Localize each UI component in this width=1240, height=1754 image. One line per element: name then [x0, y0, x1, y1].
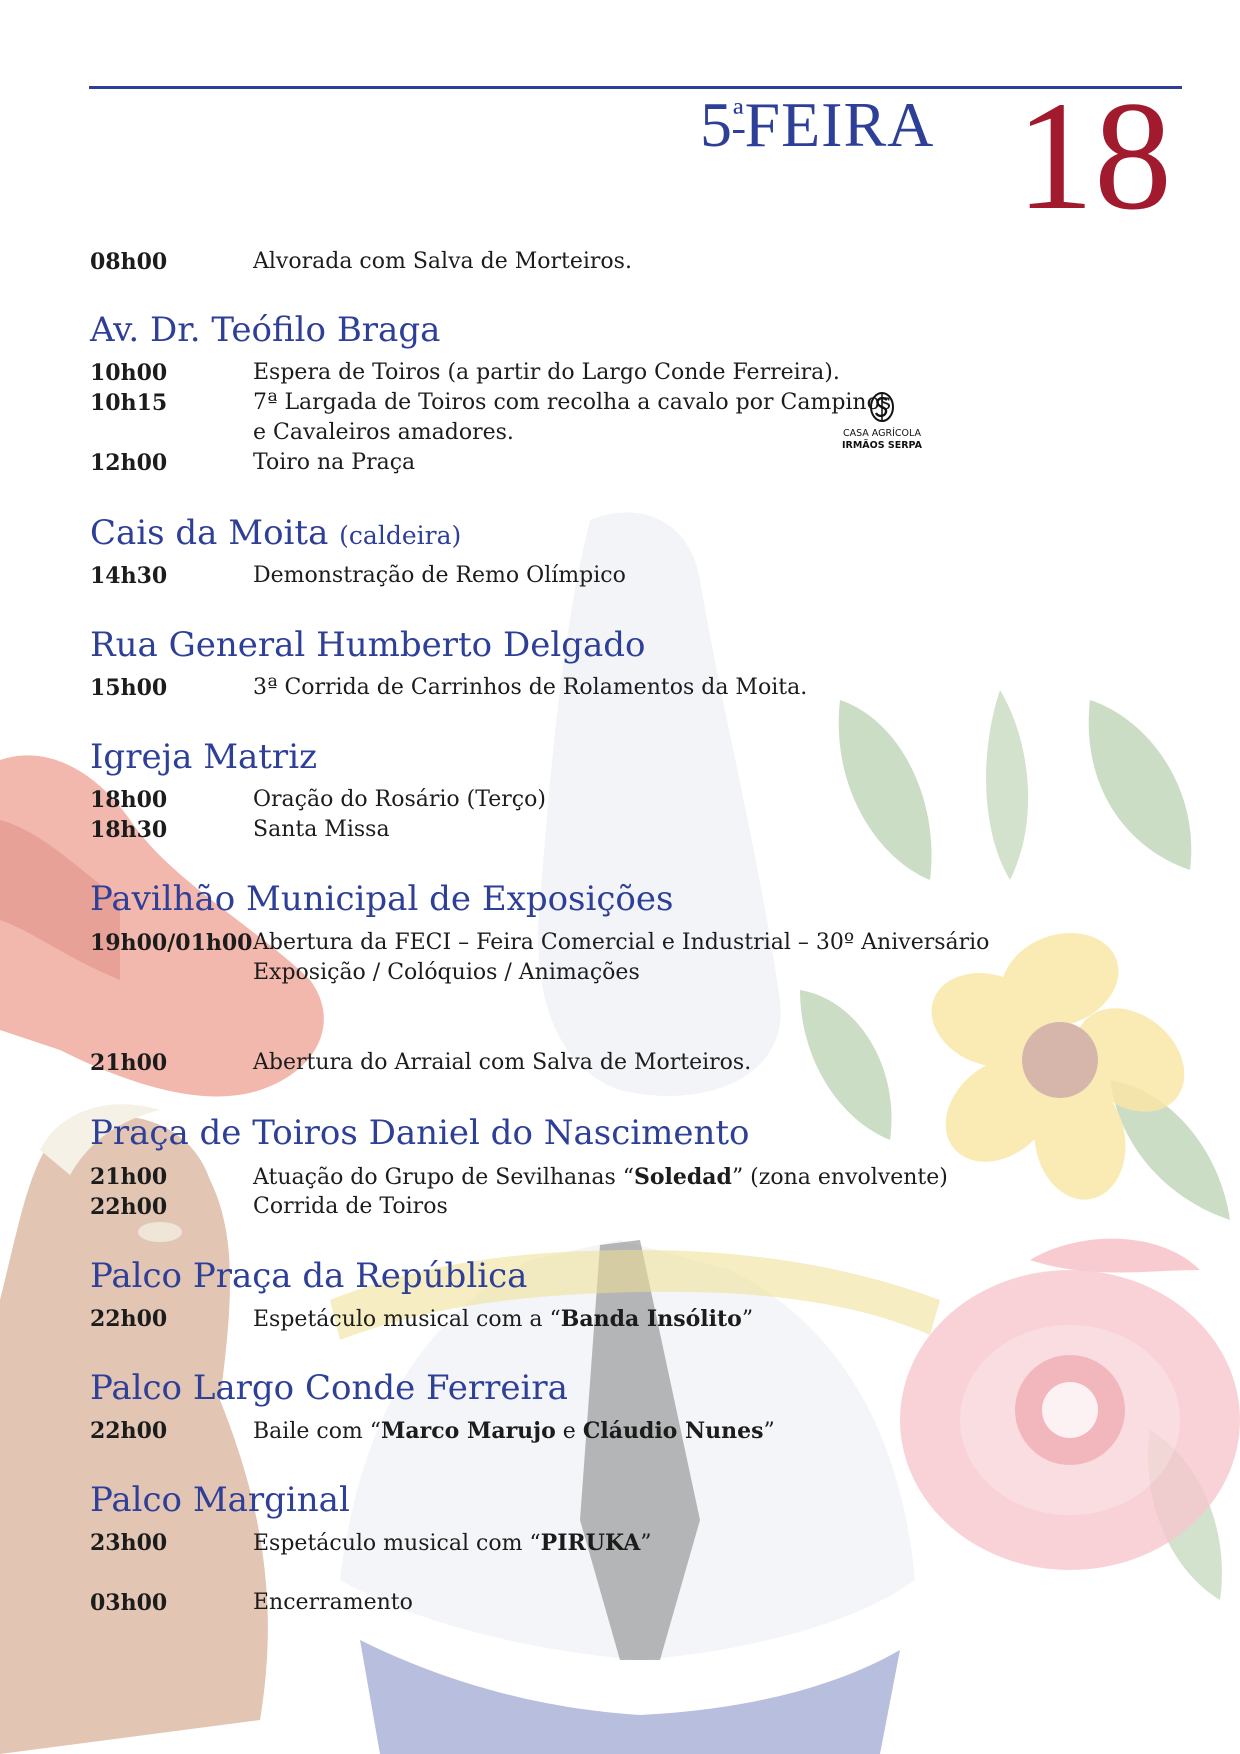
event-description-text: e — [555, 1419, 583, 1444]
event-time: 10h15 — [90, 390, 168, 416]
event-description: 3ª Corrida de Carrinhos de Rolamentos da Moita. — [253, 675, 808, 700]
event-description — [253, 1162, 1023, 1193]
day-word: FEIRA — [744, 89, 935, 160]
performer-name: PIRUKA — [540, 1530, 641, 1556]
venue-heading: Palco Praça da República — [90, 1256, 528, 1296]
venue-heading: Av. Dr. Teófilo Braga — [90, 310, 441, 350]
event-description-line: Exposição / Colóquios / Animações — [253, 960, 640, 985]
sponsor-emblem-icon — [868, 390, 896, 424]
event-time: 23h00 — [90, 1530, 168, 1556]
sponsor-line: CASA AGRÍCOLA — [842, 428, 922, 439]
event-description — [253, 1304, 1023, 1335]
sponsor-line: IRMÃOS SERPA — [842, 440, 922, 451]
event-description-text: Espetáculo musical com a “ — [253, 1307, 561, 1332]
event-description: Demonstração de Remo Olímpico — [253, 563, 626, 588]
event-description-text: ” — [741, 1307, 754, 1332]
event-description — [253, 1416, 1023, 1447]
performer-name: Marco Marujo — [381, 1418, 556, 1444]
event-time: 12h00 — [90, 450, 168, 476]
event-time: 21h00 — [90, 1050, 168, 1076]
event-description-line: e Cavaleiros amadores. — [253, 420, 514, 445]
performer-name: Soledad — [634, 1164, 732, 1190]
venue-heading: Palco Largo Conde Ferreira — [90, 1368, 568, 1408]
event-description-text: Baile com “ — [253, 1419, 382, 1444]
event-description: Corrida de Toiros — [253, 1194, 448, 1219]
event-time: 18h30 — [90, 817, 168, 843]
venue-heading: Rua General Humberto Delgado — [90, 625, 646, 665]
event-description: Toiro na Praça — [253, 450, 416, 475]
sponsor-logo — [832, 390, 932, 452]
venue-heading — [90, 513, 461, 553]
event-time: 03h00 — [90, 1590, 168, 1616]
event-description-line: 7ª Largada de Toiros com recolha a cavalo por Campinos — [253, 390, 892, 415]
event-time: 08h00 — [90, 249, 168, 275]
event-time: 22h00 — [90, 1194, 168, 1220]
event-description: Encerramento — [253, 1590, 413, 1615]
performer-name: Cláudio Nunes — [582, 1418, 764, 1444]
event-description-text: Espetáculo musical com “ — [253, 1531, 541, 1556]
event-description-text: ” — [763, 1419, 775, 1444]
event-description: Santa Missa — [253, 817, 390, 842]
performer-name: Banda Insólito — [560, 1306, 742, 1332]
event-time: 15h00 — [90, 675, 168, 701]
event-description-line: Abertura da FECI – Feira Comercial e Industrial – 30º Aniversário — [253, 930, 990, 955]
venue-heading: Praça de Toiros Daniel do Nascimento — [90, 1113, 750, 1153]
event-description: Oração do Rosário (Terço) — [253, 787, 546, 812]
day-ordinal: ª — [733, 95, 745, 137]
venue-name: Cais da Moita — [90, 513, 329, 553]
event-description: Espera de Toiros (a partir do Largo Conde Ferreira). — [253, 360, 840, 385]
event-description-text: Atuação do Grupo de Sevilhanas “ — [253, 1165, 634, 1190]
event-description — [253, 1528, 1023, 1559]
date-number: 18 — [1016, 69, 1172, 242]
event-time: 21h00 — [90, 1164, 168, 1190]
venue-heading: Pavilhão Municipal de Exposições — [90, 879, 674, 919]
event-time: 22h00 — [90, 1306, 168, 1332]
venue-heading: Igreja Matriz — [90, 737, 317, 777]
event-time: 18h00 — [90, 787, 168, 813]
event-description-text: ” — [640, 1531, 652, 1556]
event-time: 19h00/01h00 — [90, 930, 253, 956]
event-description: Alvorada com Salva de Morteiros. — [253, 249, 632, 274]
event-time: 10h00 — [90, 360, 168, 386]
event-time: 14h30 — [90, 563, 168, 589]
day-label — [700, 88, 934, 162]
event-description — [253, 928, 1023, 988]
event-description-text: ” (zona envolvente) — [731, 1165, 948, 1190]
event-description: Abertura do Arraial com Salva de Morteiros. — [253, 1050, 752, 1075]
day-number: 5 — [700, 89, 733, 160]
venue-heading: Palco Marginal — [90, 1480, 350, 1520]
event-time: 22h00 — [90, 1418, 168, 1444]
venue-subtitle: (caldeira) — [339, 521, 462, 550]
